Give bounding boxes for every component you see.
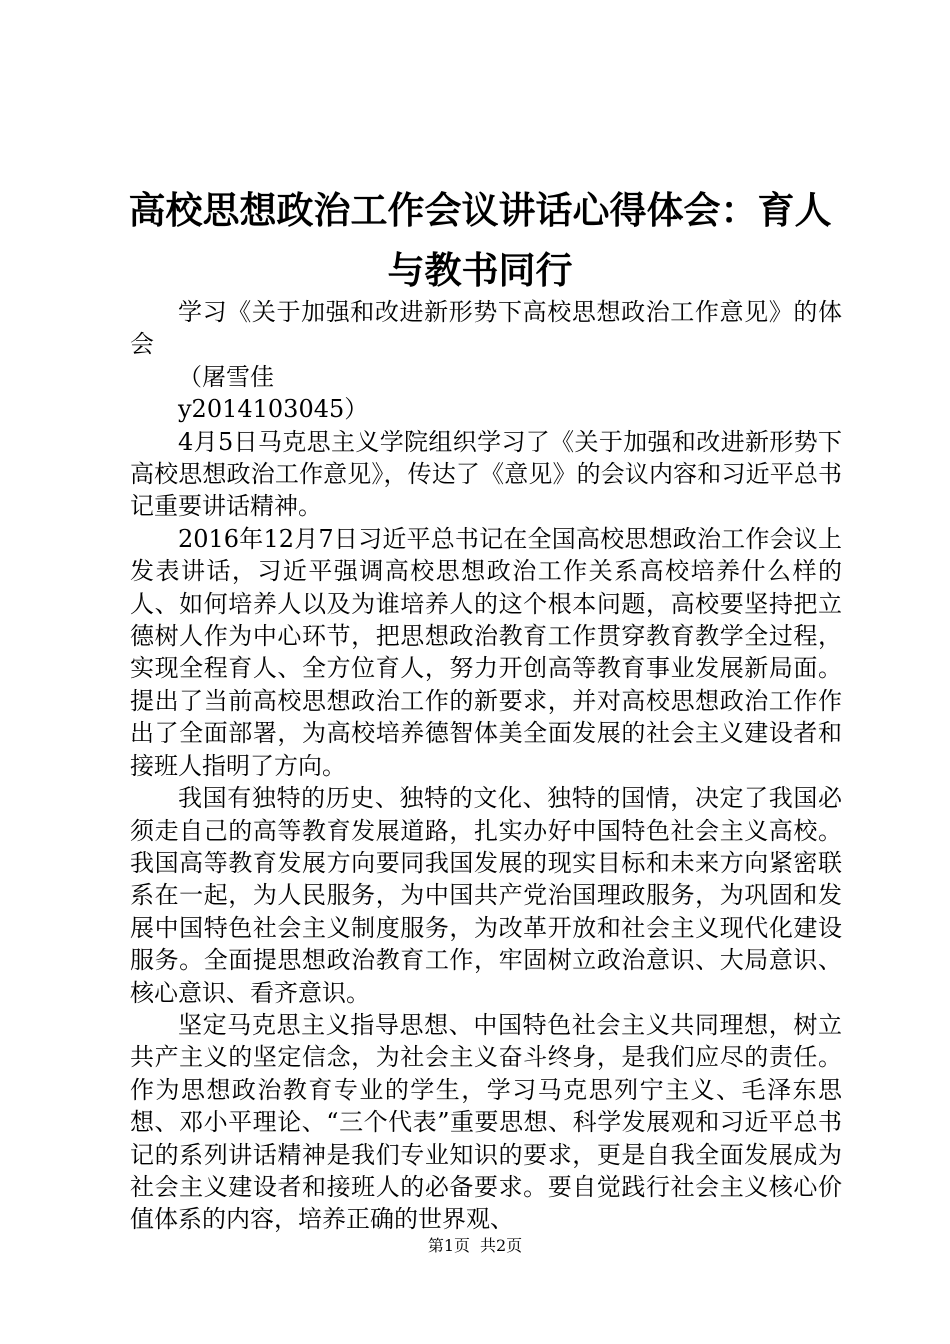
body-paragraph: 2016年12月7日习近平总书记在全国高校思想政治工作会议上发表讲话，习近平强调高校思想政治工作关系高校培养什么样的人、如何培养人以及为谁培养人的这个根本问题，高校要坚持把立德树人作为中心环节，把思想政治教育工作贯穿教育教学全过程，实现全程育人、全方位育人，努力开创高等教育事业发展新局面。提出了当前高校思想政治工作的新要求，并对高校思想政治工作作出了全面部署，为高校培养德智体美全面发展的社会主义建设者和接班人指明了方向。 bbox=[130, 524, 842, 780]
body-paragraph: 我国有独特的历史、独特的文化、独特的国情，决定了我国必须走自己的高等教育发展道路，扎实办好中国特色社会主义高校。我国高等教育发展方向要同我国发展的现实目标和未来方向紧密联系在一起，为人民服务，为中国共产党治国理政服务，为巩固和发展中国特色社会主义制度服务，为改革开放和社会主义现代化建设服务。全面提思想政治教育工作，牢固树立政治意识、大局意识、核心意识、看齐意识。 bbox=[130, 784, 842, 1007]
body-paragraph: 4月5日马克思主义学院组织学习了《关于加强和改进新形势下高校思想政治工作意见》，传达了《意见》的会议内容和习近平总书记重要讲话精神。 bbox=[130, 427, 842, 521]
document-title: 高校思想政治工作会议讲话心得体会：育人与教书同行 bbox=[128, 188, 832, 292]
page-total: 共2页 bbox=[480, 1236, 523, 1255]
page-number: 第1页 bbox=[427, 1236, 470, 1255]
author-line: （屠雪佳 bbox=[178, 362, 274, 391]
body-paragraph: 坚定马克思主义指导思想、中国特色社会主义共同理想，树立共产主义的坚定信念，为社会主义奋斗终身，是我们应尽的责任。作为思想政治教育专业的学生，学习马克思列宁主义、毛泽东思想、邓小平理论、“三个代表”重要思想、科学发展观和习近平总书记的系列讲话精神是我们专业知识的要求，更是自我全面发展成为社会主义建设者和接班人的必备要求。要自觉践行社会主义核心价值体系的内容，培养正确的世界观、 bbox=[130, 1010, 842, 1234]
student-id-line: y2014103045） bbox=[178, 395, 369, 424]
subtitle-paragraph: 学习《关于加强和改进新形势下高校思想政治工作意见》的体会 bbox=[130, 298, 842, 359]
page-footer bbox=[0, 1236, 950, 1256]
document-body bbox=[130, 296, 842, 1236]
